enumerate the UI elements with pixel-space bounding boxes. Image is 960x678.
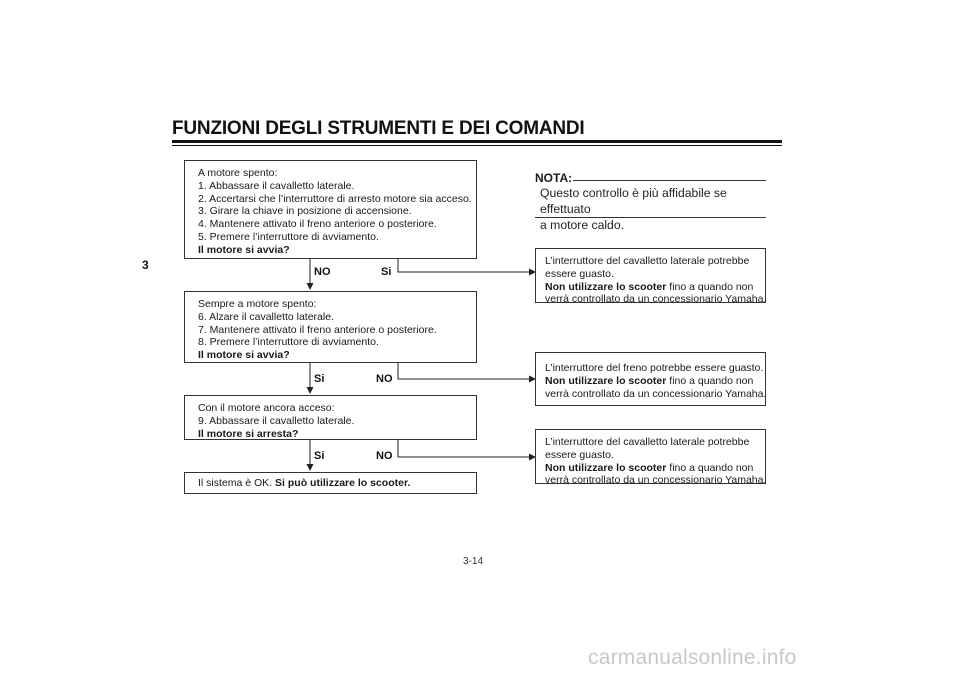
step-box-2-line: 8. Premere l’interruttore di avviamento. (198, 336, 379, 349)
nota-text (540, 185, 770, 233)
fault-box-3 (535, 429, 767, 487)
fault-box-1-warning: Non utilizzare lo scooter (545, 280, 667, 293)
step-box-2-line: 7. Mantenere attivato il freno anteriore o posteriore. (198, 323, 437, 336)
page-number: 3-14 (463, 556, 484, 567)
nota-line: a motore caldo. (540, 218, 625, 232)
fault-box-3-line: essere guasto. (545, 448, 614, 461)
fault-box-3-line: L’interruttore del cavalletto laterale potrebbe (545, 436, 750, 448)
step-box-3-line: Con il motore ancora acceso: (198, 402, 335, 414)
step-box-2-question: Il motore si avvia? (198, 349, 290, 362)
nota-line: Questo controllo è più affidabile se effettuato (540, 186, 727, 216)
step-box-1-line: 4. Mantenere attivato il freno anteriore o posteriore. (198, 218, 437, 231)
fault-box-3-line: verrà controllato da un concessionario Yamaha. (545, 474, 767, 487)
step-box-3-line: 9. Abbassare il cavalletto laterale. (198, 414, 355, 427)
fault-box-2-line: L’interruttore del freno potrebbe essere guasto. (545, 362, 764, 374)
fault-box-1-line: verrà controllato da un concessionario Yamaha. (545, 293, 767, 306)
step-box-2-line: Sempre a motore spento: (198, 298, 317, 310)
branch-1-down-label: NO (314, 266, 331, 278)
branch-2-right-label: NO (376, 373, 393, 385)
branch-2-down-label: Si (314, 373, 325, 385)
fault-box-3-rest: fino a quando non (666, 461, 754, 474)
arrow-right-1 (398, 259, 535, 272)
step-box-3 (184, 395, 477, 440)
fault-box-3-warning: Non utilizzare lo scooter (545, 461, 667, 474)
result-ok-bold: Si può utilizzare lo scooter. (275, 477, 411, 489)
fault-box-1-line: essere guasto. (545, 267, 614, 280)
step-box-2-line: 6. Alzare il cavalletto laterale. (198, 310, 334, 323)
result-ok-box (184, 472, 477, 494)
fault-box-2-rest: fino a quando non (666, 374, 754, 387)
branch-1-right-label: Si (381, 266, 392, 278)
step-box-3-question: Il motore si arresta? (198, 427, 299, 440)
step-box-1 (184, 160, 477, 259)
step-box-1-line: 3. Girare la chiave in posizione di accensione. (198, 205, 412, 218)
fault-box-2-line: verrà controllato da un concessionario Yamaha. (545, 387, 767, 400)
branch-3-right-label: NO (376, 450, 393, 462)
result-ok-text: Il sistema è OK. (198, 477, 273, 489)
step-box-1-line: 2. Accertarsi che l’interruttore di arresto motore sia acceso. (198, 192, 472, 205)
nota-rule-bottom (535, 217, 766, 218)
watermark: carmanualsonline.info (588, 646, 797, 669)
fault-box-1-rest: fino a quando non (666, 280, 754, 293)
arrow-right-3 (398, 440, 535, 457)
step-box-1-line: 1. Abbassare il cavalletto laterale. (198, 179, 355, 192)
nota-rule-top (573, 180, 766, 181)
branch-3-down-label: Si (314, 450, 325, 462)
fault-box-1-line: L’interruttore del cavalletto laterale potrebbe (545, 255, 750, 267)
fault-box-2 (535, 352, 766, 406)
page-title: FUNZIONI DEGLI STRUMENTI E DEI COMANDI (172, 118, 585, 139)
step-box-1-line: 5. Premere l’interruttore di avviamento. (198, 230, 379, 243)
nota-heading: NOTA: (535, 171, 573, 185)
step-box-1-line: A motore spento: (198, 167, 278, 179)
step-box-1-question: Il motore si avvia? (198, 243, 290, 256)
step-box-2 (184, 291, 477, 363)
chapter-number: 3 (142, 258, 149, 272)
fault-box-1 (535, 248, 767, 306)
arrow-right-2 (398, 363, 535, 379)
fault-box-2-warning: Non utilizzare lo scooter (545, 374, 667, 387)
